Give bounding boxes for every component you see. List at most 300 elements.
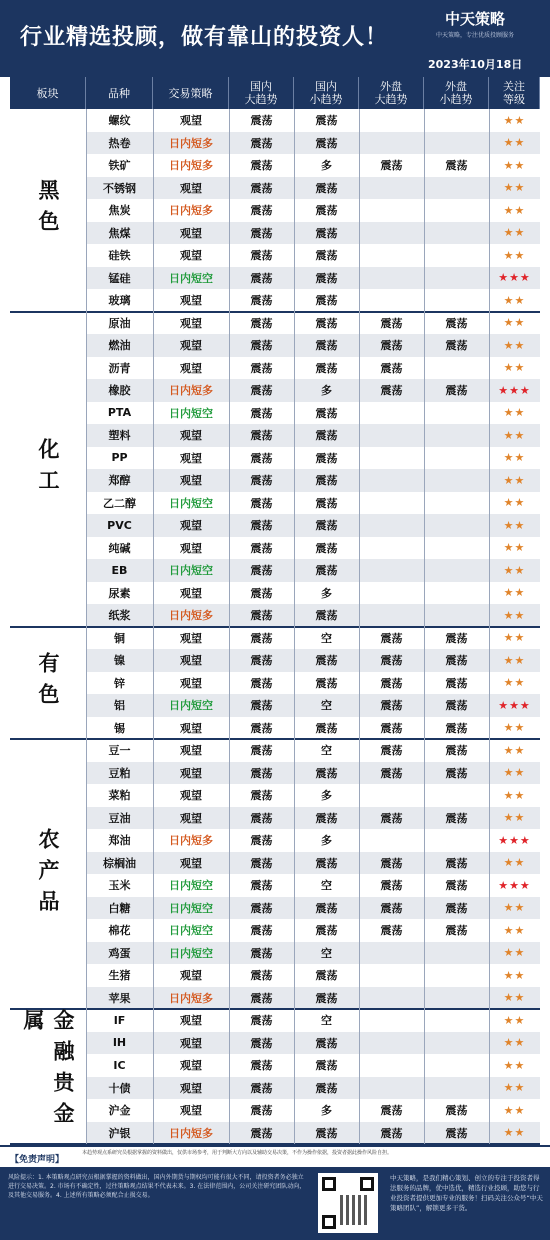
- rating-stars: ★★: [503, 721, 526, 735]
- domestic-major-trend: 震荡: [250, 496, 273, 510]
- foreign-major-trend: 震荡: [380, 654, 403, 668]
- column-header: 国内 大趋势: [229, 77, 294, 109]
- column-divider: [86, 109, 87, 1144]
- table-row: [86, 1077, 540, 1100]
- foreign-minor-trend: 震荡: [445, 901, 468, 915]
- domestic-minor-trend: 空: [321, 946, 332, 960]
- table-row: [86, 402, 540, 425]
- rating-stars: ★★: [503, 946, 526, 960]
- domestic-major-trend: 震荡: [250, 946, 273, 960]
- strategy-cell: 观望: [180, 654, 202, 668]
- table-row: [86, 267, 540, 290]
- sector-label: 黑色: [36, 179, 60, 242]
- table-row: [86, 582, 540, 605]
- foreign-major-trend: 震荡: [380, 631, 403, 645]
- column-divider: [294, 109, 295, 1144]
- column-divider: [153, 109, 154, 1144]
- domestic-minor-trend: 震荡: [315, 654, 338, 668]
- rating-stars: ★★: [503, 563, 526, 577]
- rating-stars: ★★: [503, 473, 526, 487]
- domestic-minor-trend: 震荡: [315, 1036, 338, 1050]
- foreign-major-trend: 震荡: [380, 744, 403, 758]
- domestic-major-trend: 震荡: [250, 1104, 273, 1118]
- table-row: [86, 1122, 540, 1145]
- foreign-minor-trend: [424, 447, 489, 470]
- domestic-minor-trend: 多: [321, 384, 332, 398]
- domestic-major-trend: 震荡: [250, 474, 273, 488]
- table-row: [86, 222, 540, 245]
- item-name: 不锈钢: [103, 181, 136, 195]
- brand-logo: 中天策略: [445, 10, 506, 28]
- foreign-major-trend: [359, 784, 424, 807]
- strategy-cell: 日内短多: [169, 609, 213, 623]
- domestic-minor-trend: 空: [321, 699, 332, 713]
- foreign-minor-trend: [424, 244, 489, 267]
- strategy-cell: 观望: [180, 811, 202, 825]
- domestic-major-trend: 震荡: [250, 361, 273, 375]
- disclaimer: [0, 1145, 550, 1169]
- domestic-minor-trend: 多: [321, 1104, 332, 1118]
- rating-stars: ★★★: [498, 833, 531, 847]
- rating-stars: ★★: [503, 181, 526, 195]
- strategy-cell: 日内短多: [169, 159, 213, 173]
- table-row: [86, 784, 540, 807]
- column-divider: [489, 109, 490, 1144]
- domestic-major-trend: 震荡: [250, 789, 273, 803]
- foreign-major-trend: [359, 289, 424, 312]
- foreign-minor-trend: [424, 1077, 489, 1100]
- item-name: 乙二醇: [103, 496, 136, 510]
- domestic-major-trend: 震荡: [250, 226, 273, 240]
- table-row: [86, 132, 540, 155]
- foreign-minor-trend: 震荡: [445, 159, 468, 173]
- foreign-major-trend: [359, 1009, 424, 1032]
- item-name: 生猪: [108, 969, 131, 983]
- domestic-major-trend: 震荡: [250, 316, 273, 330]
- domestic-major-trend: 震荡: [250, 181, 273, 195]
- strategy-cell: 观望: [180, 1059, 202, 1073]
- table-row: [86, 852, 540, 875]
- domestic-major-trend: 震荡: [250, 1126, 273, 1140]
- table-row: [86, 942, 540, 965]
- strategy-cell: 观望: [180, 339, 202, 353]
- domestic-minor-trend: 震荡: [315, 294, 338, 308]
- table-row: [86, 109, 540, 132]
- rating-stars: ★★: [503, 248, 526, 262]
- sector-group: [10, 627, 540, 740]
- item-name: 郑油: [108, 834, 131, 848]
- domestic-major-trend: 震荡: [250, 721, 273, 735]
- foreign-major-trend: [359, 987, 424, 1010]
- table-row: [86, 244, 540, 267]
- column-header: 板块: [10, 77, 86, 109]
- domestic-minor-trend: 震荡: [315, 339, 338, 353]
- domestic-major-trend: 震荡: [250, 159, 273, 173]
- foreign-minor-trend: [424, 514, 489, 537]
- domestic-minor-trend: 震荡: [315, 204, 338, 218]
- strategy-cell: 日内短空: [169, 924, 213, 938]
- foreign-minor-trend: [424, 402, 489, 425]
- strategy-cell: 观望: [180, 1081, 202, 1095]
- item-name: IF: [113, 1013, 126, 1027]
- foreign-major-trend: 震荡: [380, 901, 403, 915]
- table-row: [86, 492, 540, 515]
- foreign-major-trend: 震荡: [380, 1126, 403, 1140]
- domestic-minor-trend: 震荡: [315, 901, 338, 915]
- rating-stars: ★★: [503, 901, 526, 915]
- table-row: [86, 334, 540, 357]
- rating-stars: ★★: [503, 923, 526, 937]
- strategy-cell: 观望: [180, 789, 202, 803]
- foreign-minor-trend: 震荡: [445, 721, 468, 735]
- foreign-minor-trend: [424, 987, 489, 1010]
- foreign-major-trend: [359, 222, 424, 245]
- rating-stars: ★★: [503, 856, 526, 870]
- domestic-minor-trend: 震荡: [315, 676, 338, 690]
- domestic-major-trend: 震荡: [250, 856, 273, 870]
- domestic-major-trend: 震荡: [250, 969, 273, 983]
- table-row: [86, 1009, 540, 1032]
- table-row: [86, 829, 540, 852]
- domestic-minor-trend: 震荡: [315, 519, 338, 533]
- brand-tagline: 中天策略，专注优质投顾服务: [436, 32, 515, 39]
- foreign-major-trend: [359, 267, 424, 290]
- rating-stars: ★★: [503, 113, 526, 127]
- rating-stars: ★★: [503, 586, 526, 600]
- domestic-minor-trend: 震荡: [315, 811, 338, 825]
- column-header: 外盘 大趋势: [359, 77, 424, 109]
- foreign-major-trend: 震荡: [380, 361, 403, 375]
- domestic-minor-trend: 震荡: [315, 856, 338, 870]
- rating-stars: ★★: [503, 968, 526, 982]
- rating-stars: ★★: [503, 788, 526, 802]
- domestic-major-trend: 震荡: [250, 879, 273, 893]
- domestic-minor-trend: 多: [321, 789, 332, 803]
- foreign-major-trend: [359, 964, 424, 987]
- item-name: 螺纹: [108, 114, 131, 128]
- domestic-minor-trend: 震荡: [315, 609, 338, 623]
- item-name: 橡胶: [108, 384, 131, 398]
- item-name: 热卷: [108, 136, 131, 150]
- foreign-major-trend: [359, 1032, 424, 1055]
- foreign-minor-trend: 震荡: [445, 766, 468, 780]
- domestic-major-trend: 震荡: [250, 519, 273, 533]
- foreign-minor-trend: 震荡: [445, 879, 468, 893]
- table-row: [86, 559, 540, 582]
- foreign-major-trend: 震荡: [380, 924, 403, 938]
- item-name: 苹果: [108, 991, 131, 1005]
- strategy-cell: 日内短多: [169, 204, 213, 218]
- foreign-minor-trend: 震荡: [445, 676, 468, 690]
- foreign-major-trend: 震荡: [380, 339, 403, 353]
- domestic-major-trend: 震荡: [250, 901, 273, 915]
- table-row: [86, 357, 540, 380]
- item-name: 玻璃: [108, 294, 131, 308]
- footer: [0, 1167, 550, 1240]
- strategy-cell: 日内短空: [169, 946, 213, 960]
- table-row: [86, 1054, 540, 1077]
- rating-stars: ★★: [503, 766, 526, 780]
- domestic-major-trend: 震荡: [250, 249, 273, 263]
- brand-intro: 中天策略，是我们精心策划、创立的专注于投资者得法服务的品牌，优中选优，精选行业投顾，助您与行业投资者提供更加专业的服务！扫码关注公众号“中天策略团队”，解锁更多干货。: [390, 1174, 543, 1212]
- item-name: 镍: [114, 654, 125, 668]
- page-title: 行业精选投顾，做有靠山的投资人！: [20, 25, 389, 50]
- rating-stars: ★★: [503, 316, 526, 330]
- foreign-minor-trend: [424, 357, 489, 380]
- strategy-cell: 观望: [180, 856, 202, 870]
- strategy-cell: 观望: [180, 519, 202, 533]
- item-name: 沪金: [108, 1104, 131, 1118]
- domestic-minor-trend: 震荡: [315, 474, 338, 488]
- item-name: 原油: [108, 316, 131, 330]
- foreign-minor-trend: [424, 492, 489, 515]
- item-name: EB: [111, 563, 128, 577]
- rating-stars: ★★: [503, 676, 526, 690]
- foreign-major-trend: 震荡: [380, 1104, 403, 1118]
- foreign-major-trend: 震荡: [380, 159, 403, 173]
- table-row: [86, 289, 540, 312]
- item-name: 白糖: [108, 901, 131, 915]
- domestic-minor-trend: 震荡: [315, 361, 338, 375]
- strategy-cell: 观望: [180, 766, 202, 780]
- foreign-major-trend: 震荡: [380, 856, 403, 870]
- strategy-cell: 日内短多: [169, 384, 213, 398]
- rating-stars: ★★: [503, 1081, 526, 1095]
- item-name: 铜: [114, 631, 125, 645]
- item-name: 菜粕: [108, 789, 131, 803]
- qr-code-icon: [318, 1173, 378, 1233]
- foreign-minor-trend: [424, 289, 489, 312]
- foreign-major-trend: [359, 424, 424, 447]
- rating-stars: ★★: [503, 608, 526, 622]
- strategy-cell: 观望: [180, 969, 202, 983]
- domestic-minor-trend: 震荡: [315, 969, 338, 983]
- table-row: [86, 919, 540, 942]
- item-name: 沥青: [108, 361, 131, 375]
- column-header: 关注 等级: [489, 77, 540, 109]
- table-row: [86, 987, 540, 1010]
- domestic-minor-trend: 震荡: [315, 991, 338, 1005]
- domestic-major-trend: 震荡: [250, 564, 273, 578]
- item-name: 纸浆: [108, 609, 131, 623]
- risk-warning: 风险提示：1. 本策略观点研究员根据掌握的资料做出，国内外期货与期权均可能有很大不同，请投资者务必独立进行交易决策。2. 市场有不确定性，过往策略观点结果不代表未来。3. 在法律范围内，公司关注研究团队动向，及其他交易服务。4. 上述所有策略必须配合止损交易。: [8, 1174, 306, 1199]
- column-header: 外盘 小趋势: [424, 77, 489, 109]
- rating-stars: ★★: [503, 361, 526, 375]
- domestic-minor-trend: 空: [321, 1014, 332, 1028]
- domestic-major-trend: 震荡: [250, 271, 273, 285]
- table-row: [86, 717, 540, 740]
- table-row: [86, 1099, 540, 1122]
- item-name: 锰硅: [108, 271, 131, 285]
- domestic-minor-trend: 震荡: [315, 271, 338, 285]
- foreign-major-trend: 震荡: [380, 384, 403, 398]
- domestic-minor-trend: 震荡: [315, 136, 338, 150]
- table-header: [10, 77, 540, 109]
- rating-stars: ★★: [503, 518, 526, 532]
- rating-stars: ★★: [503, 631, 526, 645]
- strategy-cell: 观望: [180, 474, 202, 488]
- domestic-major-trend: 震荡: [250, 924, 273, 938]
- foreign-minor-trend: [424, 784, 489, 807]
- strategy-cell: 观望: [180, 721, 202, 735]
- foreign-minor-trend: 震荡: [445, 1104, 468, 1118]
- rating-stars: ★★★: [498, 698, 531, 712]
- foreign-major-trend: 震荡: [380, 721, 403, 735]
- column-header: 品种: [86, 77, 153, 109]
- foreign-minor-trend: 震荡: [445, 699, 468, 713]
- table-row: [86, 514, 540, 537]
- domestic-major-trend: 震荡: [250, 991, 273, 1005]
- item-name: 十债: [108, 1081, 131, 1095]
- domestic-minor-trend: 震荡: [315, 451, 338, 465]
- domestic-minor-trend: 震荡: [315, 1126, 338, 1140]
- rating-stars: ★★: [503, 451, 526, 465]
- domestic-major-trend: 震荡: [250, 631, 273, 645]
- strategy-cell: 日内短多: [169, 991, 213, 1005]
- domestic-major-trend: 震荡: [250, 699, 273, 713]
- strategy-cell: 观望: [180, 181, 202, 195]
- table-row: [86, 627, 540, 650]
- strategy-cell: 日内短空: [169, 271, 213, 285]
- table-row: [86, 537, 540, 560]
- foreign-major-trend: 震荡: [380, 811, 403, 825]
- item-name: 焦炭: [108, 204, 131, 218]
- domestic-major-trend: 震荡: [250, 609, 273, 623]
- disclaimer-title: 【免责声明】: [10, 1155, 65, 1165]
- table-row: [86, 672, 540, 695]
- domestic-major-trend: 震荡: [250, 294, 273, 308]
- table-row: [86, 199, 540, 222]
- table-row: [86, 1032, 540, 1055]
- column-header: 国内 小趋势: [294, 77, 359, 109]
- domestic-minor-trend: 空: [321, 631, 332, 645]
- foreign-major-trend: [359, 604, 424, 627]
- rating-stars: ★★: [503, 338, 526, 352]
- foreign-minor-trend: 震荡: [445, 339, 468, 353]
- sector-label: 金融贵金属: [21, 1009, 75, 1133]
- foreign-major-trend: 震荡: [380, 676, 403, 690]
- foreign-minor-trend: [424, 537, 489, 560]
- domestic-major-trend: 震荡: [250, 1014, 273, 1028]
- table-row: [86, 694, 540, 717]
- header-banner: [0, 0, 550, 77]
- foreign-major-trend: [359, 469, 424, 492]
- column-header: 交易策略: [153, 77, 229, 109]
- foreign-major-trend: [359, 447, 424, 470]
- foreign-minor-trend: [424, 582, 489, 605]
- item-name: 锌: [114, 676, 125, 690]
- domestic-major-trend: 震荡: [250, 204, 273, 218]
- domestic-minor-trend: 多: [321, 586, 332, 600]
- foreign-major-trend: [359, 829, 424, 852]
- strategy-cell: 日内短空: [169, 699, 213, 713]
- foreign-major-trend: [359, 132, 424, 155]
- strategy-cell: 观望: [180, 586, 202, 600]
- foreign-minor-trend: [424, 942, 489, 965]
- rating-stars: ★★: [503, 541, 526, 555]
- foreign-minor-trend: [424, 1009, 489, 1032]
- rating-stars: ★★★: [498, 271, 531, 285]
- item-name: 鸡蛋: [108, 946, 131, 960]
- domestic-minor-trend: 震荡: [315, 406, 338, 420]
- foreign-minor-trend: [424, 829, 489, 852]
- strategy-cell: 观望: [180, 114, 202, 128]
- strategy-cell: 观望: [180, 631, 202, 645]
- table-row: [86, 762, 540, 785]
- domestic-minor-trend: 震荡: [315, 924, 338, 938]
- table-row: [86, 424, 540, 447]
- strategy-cell: 日内短空: [169, 496, 213, 510]
- sector-label: 有色: [36, 651, 60, 714]
- table-row: [86, 739, 540, 762]
- domestic-major-trend: 震荡: [250, 451, 273, 465]
- item-name: 沪银: [108, 1126, 131, 1140]
- rating-stars: ★★: [503, 158, 526, 172]
- foreign-minor-trend: 震荡: [445, 1126, 468, 1140]
- item-name: PVC: [107, 518, 132, 532]
- foreign-major-trend: 震荡: [380, 699, 403, 713]
- table-row: [86, 379, 540, 402]
- foreign-major-trend: [359, 1077, 424, 1100]
- domestic-major-trend: 震荡: [250, 1036, 273, 1050]
- item-name: 硅铁: [108, 249, 131, 263]
- strategy-cell: 观望: [180, 249, 202, 263]
- foreign-minor-trend: 震荡: [445, 384, 468, 398]
- foreign-minor-trend: [424, 1032, 489, 1055]
- domestic-major-trend: 震荡: [250, 766, 273, 780]
- rating-stars: ★★: [503, 1103, 526, 1117]
- domestic-minor-trend: 多: [321, 159, 332, 173]
- strategy-cell: 观望: [180, 541, 202, 555]
- strategy-cell: 日内短空: [169, 564, 213, 578]
- rating-stars: ★★: [503, 1126, 526, 1140]
- foreign-minor-trend: [424, 424, 489, 447]
- item-name: 豆一: [108, 744, 131, 758]
- rating-stars: ★★: [503, 226, 526, 240]
- domestic-minor-trend: 震荡: [315, 1059, 338, 1073]
- domestic-major-trend: 震荡: [250, 114, 273, 128]
- foreign-minor-trend: [424, 199, 489, 222]
- foreign-major-trend: [359, 109, 424, 132]
- strategy-cell: 日内短空: [169, 901, 213, 915]
- item-name: 棉花: [108, 924, 131, 938]
- rating-stars: ★★: [503, 743, 526, 757]
- item-name: 锡: [114, 721, 125, 735]
- table-row: [86, 154, 540, 177]
- domestic-major-trend: 震荡: [250, 744, 273, 758]
- foreign-minor-trend: [424, 267, 489, 290]
- domestic-major-trend: 震荡: [250, 834, 273, 848]
- report-date: 2023年10月18日: [428, 58, 523, 71]
- sector-group: [10, 312, 540, 627]
- sector-group: [10, 1009, 540, 1144]
- rating-stars: ★★: [503, 136, 526, 150]
- sector-label: 化工: [36, 438, 60, 500]
- rating-stars: ★★: [503, 991, 526, 1005]
- domestic-minor-trend: 震荡: [315, 766, 338, 780]
- domestic-major-trend: 震荡: [250, 384, 273, 398]
- column-divider: [424, 109, 425, 1144]
- domestic-minor-trend: 空: [321, 879, 332, 893]
- table-row: [86, 807, 540, 830]
- domestic-minor-trend: 震荡: [315, 429, 338, 443]
- strategy-cell: 日内短多: [169, 834, 213, 848]
- rating-stars: ★★: [503, 496, 526, 510]
- sector-label: 农产品: [36, 827, 60, 921]
- rating-stars: ★★: [503, 203, 526, 217]
- strategy-cell: 观望: [180, 676, 202, 690]
- foreign-major-trend: 震荡: [380, 316, 403, 330]
